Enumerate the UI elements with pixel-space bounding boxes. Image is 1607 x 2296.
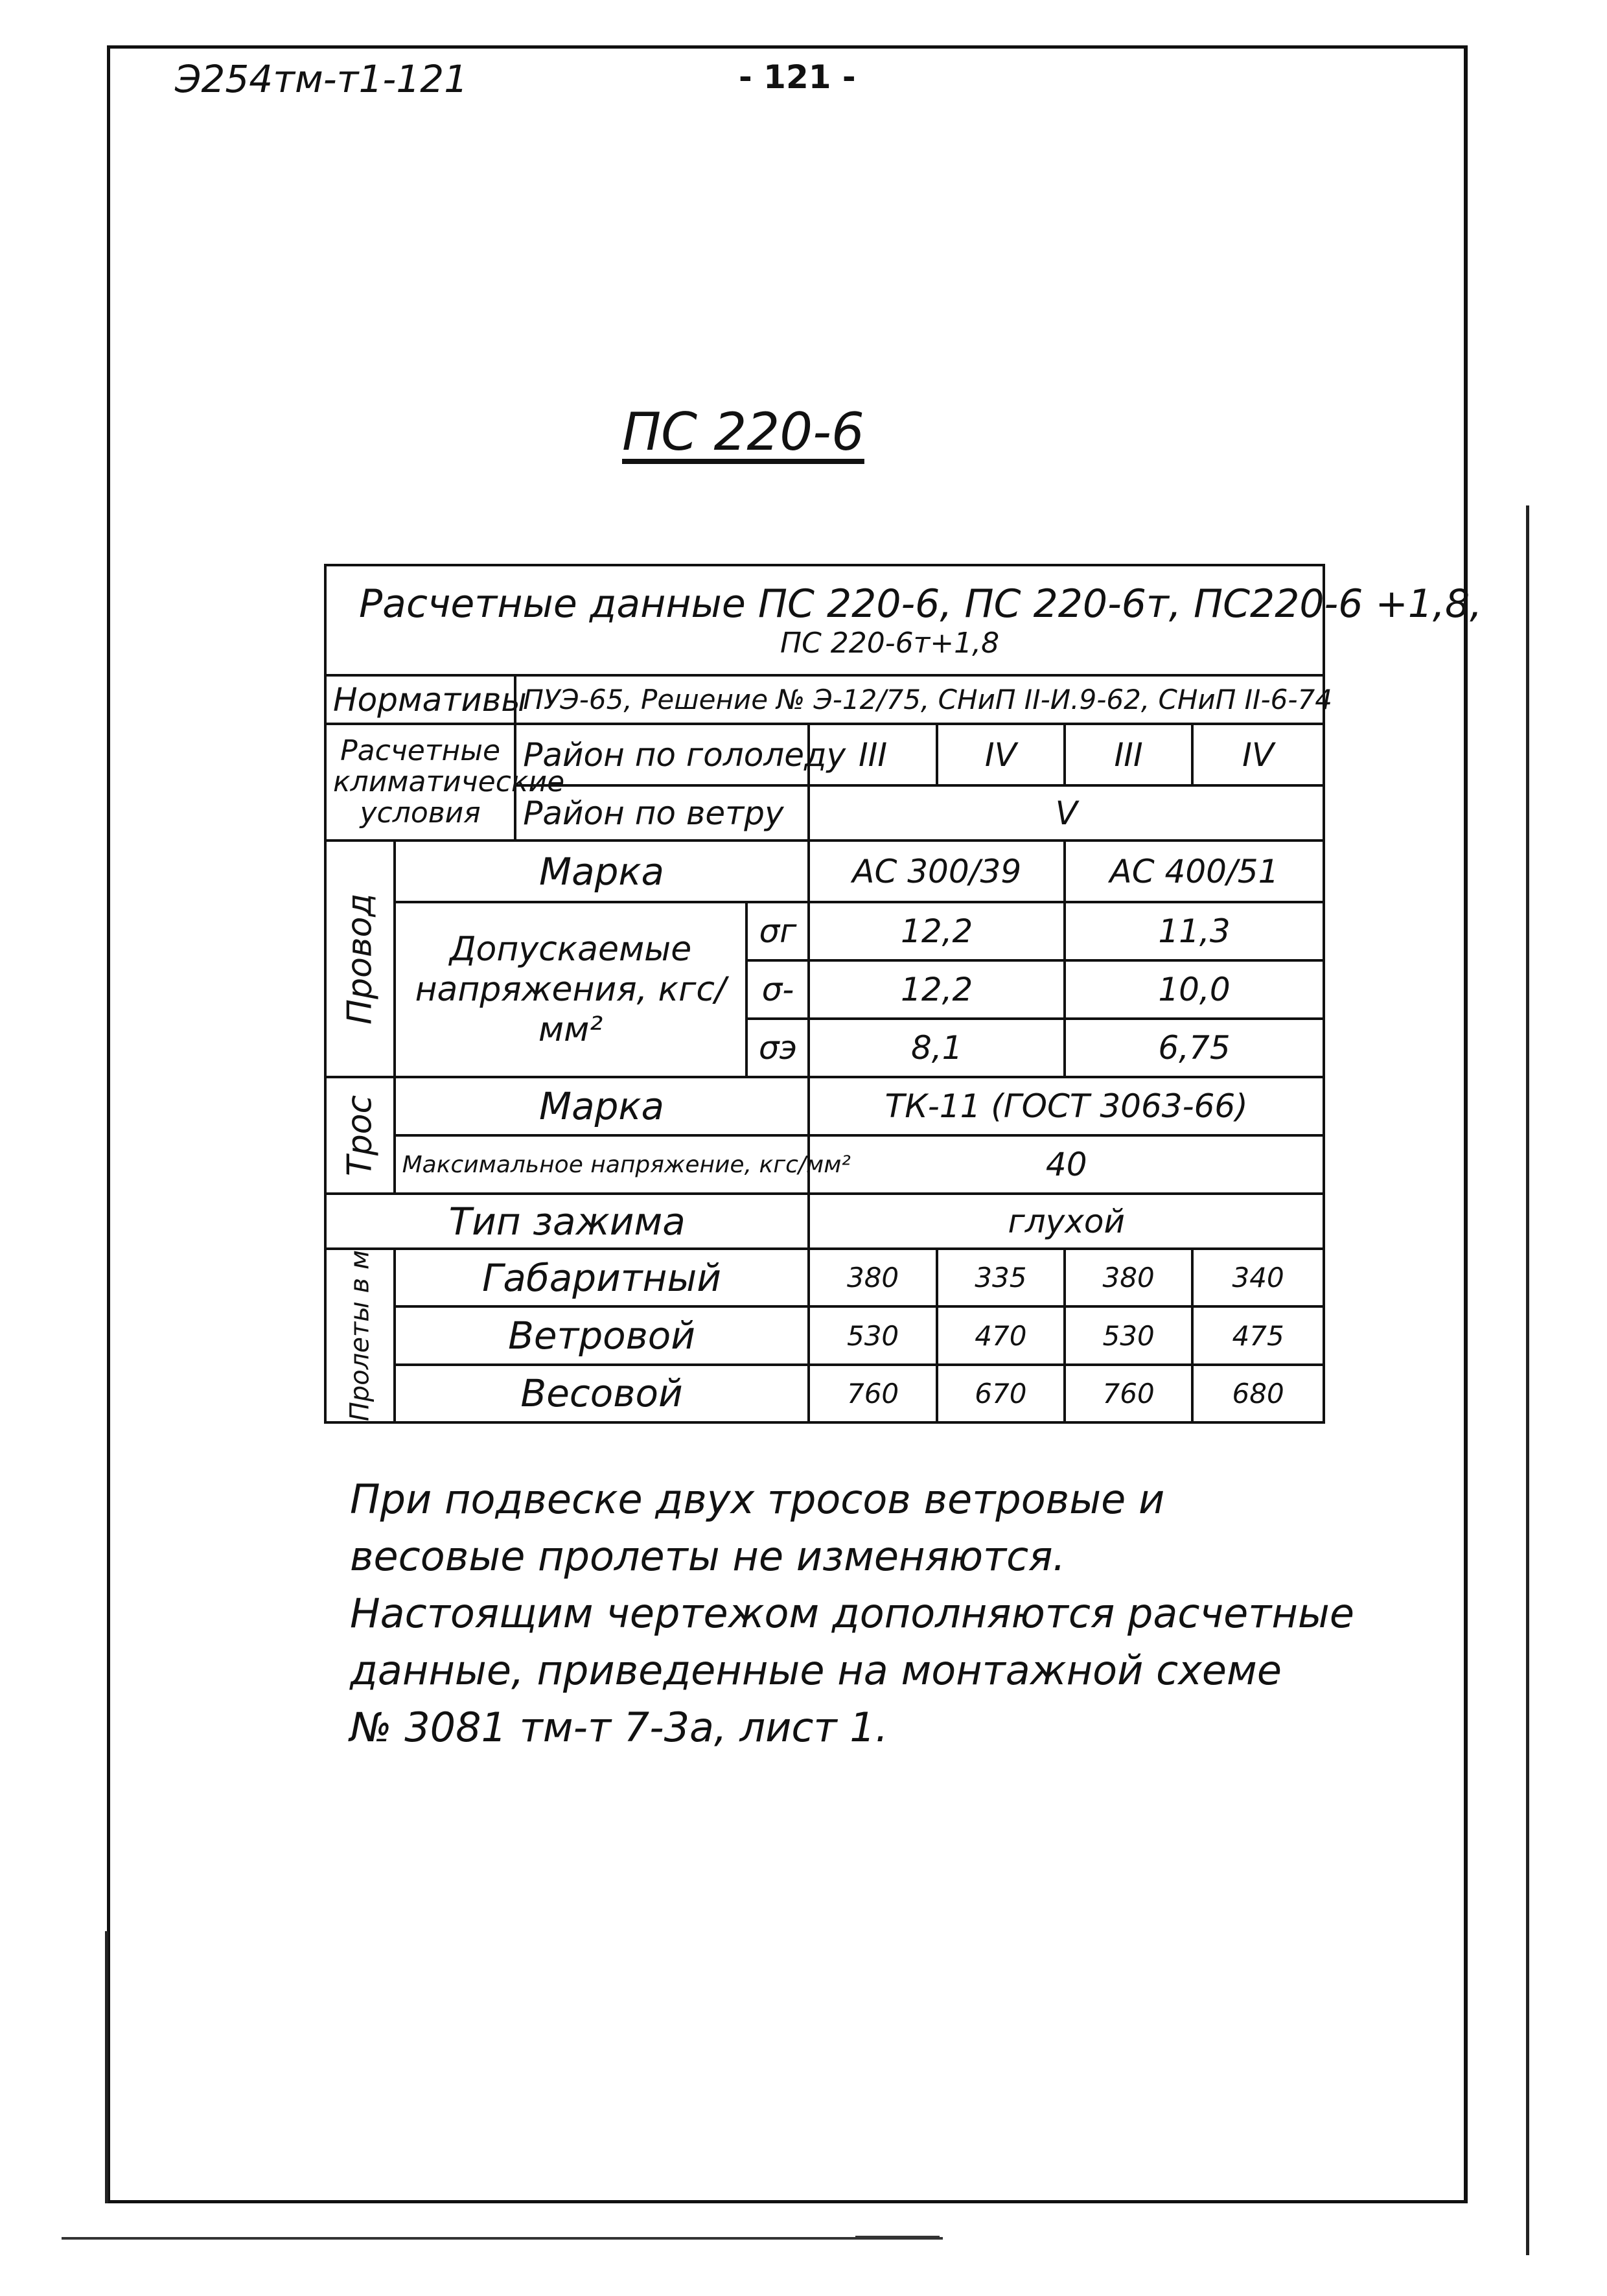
span-weight-2: 670: [937, 1365, 1065, 1422]
stress-symbol-e: σэ: [746, 1019, 809, 1077]
ice-region-3: III: [1065, 724, 1192, 785]
wind-region-value: V: [809, 785, 1324, 841]
footnote: [350, 1471, 1361, 1756]
cable-max-stress-value: 40: [809, 1135, 1324, 1194]
footnote-line-2: весовые пролеты не изменяются.: [350, 1533, 1066, 1580]
footnote-line-5: № 3081 тм-т 7-3а, лист 1.: [350, 1704, 888, 1751]
climate-label: Расчетные климатические условия: [325, 724, 515, 841]
span-weight-3: 760: [1065, 1365, 1192, 1422]
stress-g-value-2: 11,3: [1065, 902, 1324, 960]
wind-region-label: Район по ветру: [515, 785, 809, 841]
ice-region-1: III: [809, 724, 936, 785]
span-wind-4: 475: [1192, 1306, 1324, 1364]
span-gabarit-1: 380: [809, 1249, 936, 1306]
norms-value: ПУЭ-65, Решение № Э-12/75, СНиП II-И.9-62, СНиП II-6-74: [515, 675, 1324, 724]
clamp-type-label: Тип зажима: [325, 1194, 809, 1249]
stress-g-value-1: 12,2: [809, 902, 1065, 960]
footnote-line-1: При подвеске двух тросов ветровые и: [350, 1476, 1165, 1523]
norms-label: Нормативы: [325, 675, 515, 724]
page-number: - 121 -: [739, 58, 856, 96]
ice-region-label: Район по гололеду: [515, 724, 809, 785]
wire-label: Провод: [325, 841, 395, 1077]
span-wind-3: 530: [1065, 1306, 1192, 1364]
page-title: ПС 220-6: [622, 402, 864, 462]
design-data-table: [324, 564, 1483, 1424]
stress-min-value-1: 12,2: [809, 960, 1065, 1019]
stress-e-value-2: 6,75: [1065, 1019, 1324, 1077]
span-wind-2: 470: [937, 1306, 1065, 1364]
span-gabarit-3: 380: [1065, 1249, 1192, 1306]
stress-e-value-1: 8,1: [809, 1019, 1065, 1077]
span-weight-1: 760: [809, 1365, 936, 1422]
stress-symbol-g: σг: [746, 902, 809, 960]
caption-line-2: ПС 220-6т+1,8: [780, 626, 1000, 660]
cable-max-stress-label: Максимальное напряжение, кгс/мм²: [395, 1135, 809, 1194]
span-gabarit-2: 335: [937, 1249, 1065, 1306]
left-margin-line: [105, 1931, 108, 2203]
allowed-stress-label: Допускаемые напряжения, кгс/мм²: [395, 902, 747, 1077]
stress-symbol-min: σ-: [746, 960, 809, 1019]
span-name-weight: Весовой: [395, 1365, 809, 1422]
stress-min-value-2: 10,0: [1065, 960, 1324, 1019]
footnote-line-3: Настоящим чертежом дополняются расчетные: [350, 1590, 1354, 1637]
table-caption: [325, 565, 1483, 675]
bottom-rule: [62, 2237, 943, 2240]
span-name-wind: Ветровой: [395, 1306, 809, 1364]
footnote-line-4: данные, приведенные на монтажной схеме: [350, 1647, 1282, 1694]
wire-mark-label: Марка: [395, 841, 809, 902]
caption-line-1: Расчетные данные ПС 220-6, ПС 220-6т, ПС220-6 +1,8,: [359, 581, 1483, 627]
cable-mark-label: Марка: [395, 1077, 809, 1135]
span-wind-1: 530: [809, 1306, 936, 1364]
right-margin-line: [1526, 505, 1529, 2255]
wire-mark-1: АС 300/39: [809, 841, 1065, 902]
clamp-type-value: глухой: [809, 1194, 1324, 1249]
ice-region-4: IV: [1192, 724, 1324, 785]
span-weight-4: 680: [1192, 1365, 1324, 1422]
bottom-dash: [855, 2236, 940, 2238]
ice-region-2: IV: [937, 724, 1065, 785]
span-name-gabarit: Габаритный: [395, 1249, 809, 1306]
cable-label: Трос: [325, 1077, 395, 1194]
span-gabarit-4: 340: [1192, 1249, 1324, 1306]
cable-mark-value: ТК-11 (ГОСТ 3063-66): [809, 1077, 1324, 1135]
wire-mark-2: АС 400/51: [1065, 841, 1324, 902]
document-code: Э254тм-т1-121: [175, 57, 468, 101]
spans-label: Пролеты в м: [325, 1249, 395, 1422]
